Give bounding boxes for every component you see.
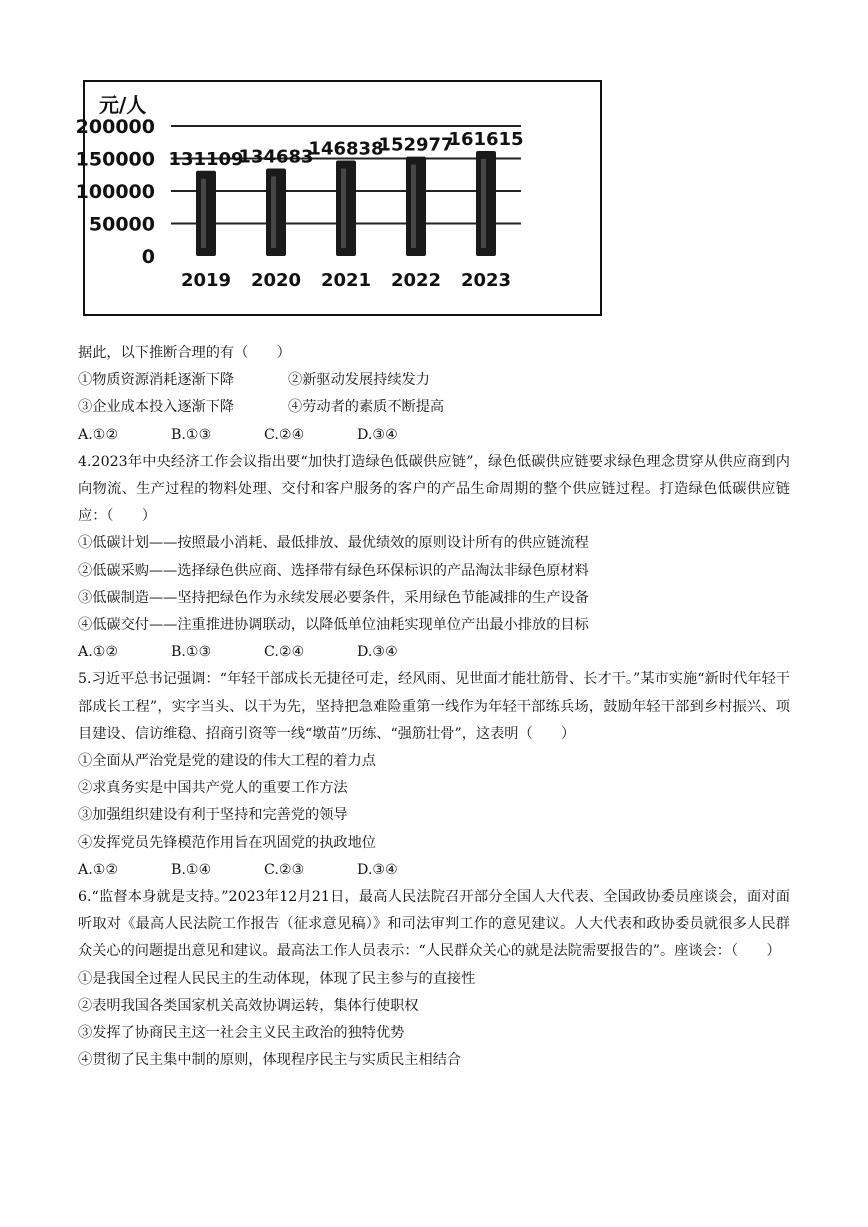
q5-answer-d: D.③④ <box>357 861 398 878</box>
data-label: 131109 <box>168 148 244 170</box>
q5-item-4: ④发挥党员先锋模范作用旨在巩固党的执政地位 <box>78 834 376 851</box>
bar-highlight <box>201 179 206 248</box>
q3-option-2: ②新驱动发展持续发力 <box>288 372 430 389</box>
q3-option-1: ①物质资源消耗逐渐下降 <box>78 372 235 389</box>
bar-chart <box>75 80 602 316</box>
x-tick-label: 2019 <box>180 270 232 291</box>
q4-item-1: ①低碳计划——按照最小消耗、最低排放、最优绩效的原则设计所有的供应链流程 <box>78 535 589 552</box>
q4-item-3: ③低碳制造——坚持把绿色作为永续发展必要条件，采用绿色节能减排的生产设备 <box>78 589 589 606</box>
x-tick-label: 2023 <box>460 270 512 291</box>
q4-item-4: ④低碳交付——注重推进协调联动，以降低单位油耗实现单位产出最小排放的目标 <box>78 617 589 634</box>
q4-item-2: ②低碳采购——选择绿色供应商、选择带有绿色环保标识的产品淘汰非绿色原材料 <box>78 562 589 579</box>
q5-item-3: ③加强组织建设有利于坚持和完善党的领导 <box>78 807 348 824</box>
x-tick-label: 2020 <box>250 270 302 291</box>
y-tick-label: 100000 <box>75 181 155 203</box>
chart-canvas <box>75 82 600 314</box>
x-tick-label: 2021 <box>320 270 372 291</box>
data-label: 161615 <box>448 128 524 150</box>
data-label: 146838 <box>308 138 384 160</box>
q5-answer-b: B.①④ <box>171 861 212 878</box>
q6-item-1: ①是我国全过程人民民主的生动体现，体现了民主参与的直接性 <box>78 970 476 987</box>
q3-options-row-1 <box>78 367 790 394</box>
q3-answer-c: C.②④ <box>264 426 305 443</box>
q6-item-4: ④贯彻了民主集中制的原则，体现程序民主与实质民主相结合 <box>78 1052 462 1069</box>
y-tick-label: 50000 <box>88 213 155 236</box>
q5-item-2: ②求真务实是中国共产党人的重要工作方法 <box>78 780 348 797</box>
y-axis-unit-label: 元/人 <box>99 93 147 117</box>
q6-item-2: ②表明我国各类国家机关高效协调运转，集体行使职权 <box>78 997 419 1014</box>
q5-answers <box>78 857 790 884</box>
y-tick-label: 150000 <box>75 148 155 171</box>
q3-answer-a: A.①② <box>78 426 119 443</box>
q5-answer-a: A.①② <box>78 861 119 878</box>
q3-option-4: ④劳动者的素质不断提高 <box>288 399 445 416</box>
q6-item-3: ③发挥了协商民主这一社会主义民主政治的独特优势 <box>78 1025 405 1042</box>
bar-highlight <box>411 165 416 248</box>
q3-stem: 据此，以下推断合理的有（ ） <box>78 345 291 361</box>
y-tick-label: 200000 <box>75 116 155 138</box>
question-text <box>78 340 790 1074</box>
q4-answer-b: B.①③ <box>171 644 212 661</box>
q5-answer-c: C.②③ <box>264 861 305 878</box>
q4-answer-d: D.③④ <box>357 644 398 661</box>
data-label: 152977 <box>378 134 454 156</box>
data-label: 134683 <box>238 146 314 168</box>
q4-answers <box>78 639 790 666</box>
q3-option-3: ③企业成本投入逐渐下降 <box>78 399 235 416</box>
y-tick-label: 0 <box>141 246 155 268</box>
bar-highlight <box>271 176 276 248</box>
q3-answer-d: D.③④ <box>357 426 398 443</box>
q5-item-1: ①全面从严治党是党的建设的伟大工程的着力点 <box>78 753 376 770</box>
q4-answer-c: C.②④ <box>264 644 305 661</box>
x-tick-label: 2022 <box>390 270 442 291</box>
q5-stem: 5.习近平总书记强调：“年轻干部成长无捷径可走，经风雨、见世面才能壮筋骨、长才干。”某市实施“新时代年轻干部成长工程”，实字当头、以干为先，坚持把急难险重第一线作为年轻干部练兵场，鼓励年轻干部到乡村振兴、项目建设、信访维稳、招商引资等一线“墩苗”历练、“强筋壮骨”，这表明（ ） <box>78 671 790 742</box>
q3-options-row-2 <box>78 394 790 421</box>
q4-stem: 4.2023年中央经济工作会议指出要“加快打造绿色低碳供应链”，绿色低碳供应链要求绿色理念贯穿从供应商到内向物流、生产过程的物料处理、交付和客户服务的客户的产品生命周期的整个供应链过程。打造绿色低碳供应链应：（ ） <box>78 453 790 525</box>
bar-highlight <box>481 159 486 248</box>
q3-answers <box>78 422 790 449</box>
bar-highlight <box>341 169 346 248</box>
q4-answer-a: A.①② <box>78 644 119 661</box>
q6-stem: 6.“监督本身就是支持。”2023年12月21日，最高人民法院召开部分全国人大代表、全国政协委员座谈会，面对面听取对《最高人民法院工作报告（征求意见稿）》和司法审判工作的意见建议。人大代表和政协委员就很多人民群众关心的问题提出意见和建议。最高法工作人员表示：“人民群众关心的就是法院需要报告的”。座谈会：（ ） <box>78 889 790 960</box>
q3-answer-b: B.①③ <box>171 426 212 443</box>
